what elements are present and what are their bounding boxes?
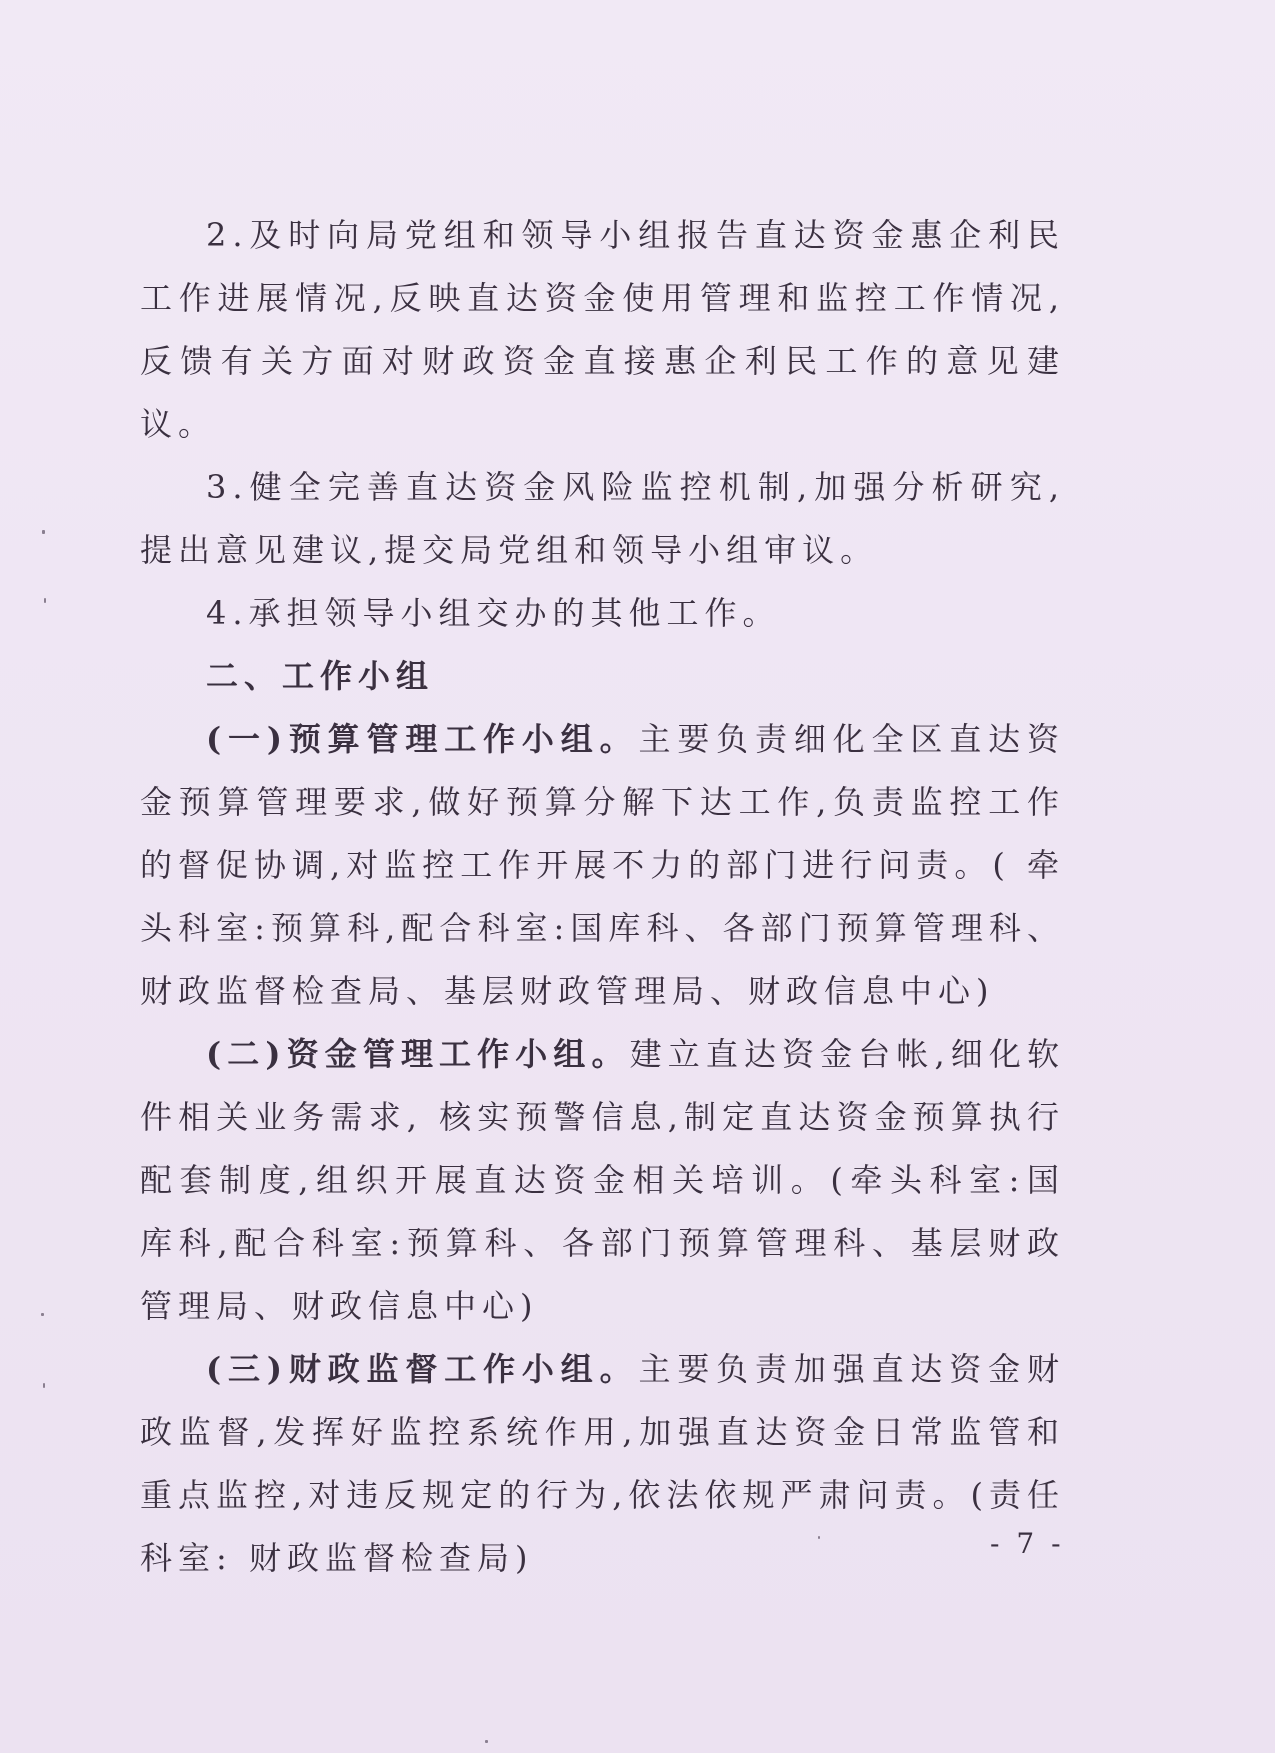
scan-speck [41, 1313, 44, 1316]
group-budget-body: 主要负责细化全区直达资金预算管理要求,做好预算分解下达工作,负责监控工作的督促协调,对监控工作开展不力的部门进行问责。( 牵头科室:预算科,配合科室:国库科、各部门预算管理科、财政监督检查局、基层财政管理局、财政信息中心) [140, 720, 1065, 1010]
paragraph-item-4: 4.承担领导小组交办的其他工作。 [206, 594, 781, 632]
group-funds-title: (二)资金管理工作小组。 [206, 1035, 630, 1073]
group-budget-paragraph [140, 708, 1065, 1023]
group-supervision-body: 主要负责加强直达资金财政监督,发挥好监控系统作用,加强直达资金日常监管和重点监控,对违反规定的行为,依法依规严肃问责。(责任科室: 财政监督检查局) [140, 1350, 1065, 1577]
group-supervision-title: (三)财政监督工作小组。 [206, 1350, 639, 1388]
scan-speck [43, 1383, 45, 1388]
page-number: - 7 - [990, 1527, 1065, 1560]
paragraph-item-2: 2.及时向局党组和领导小组报告直达资金惠企利民工作进展情况,反映直达资金使用管理和监控工作情况,反馈有关方面对财政资金直接惠企利民工作的意见建议。 [140, 216, 1065, 443]
scan-speck [818, 1536, 820, 1539]
group-budget-title: (一)预算管理工作小组。 [206, 720, 639, 758]
scan-speck [485, 1740, 488, 1743]
paragraph-item-3: 3.健全完善直达资金风险监控机制,加强分析研究,提出意见建议,提交局党组和领导小组审议。 [140, 468, 1065, 569]
scan-speck [44, 598, 46, 603]
group-funds-paragraph [140, 1023, 1065, 1338]
scan-speck [42, 530, 45, 534]
section-heading: 二、工作小组 [206, 657, 435, 695]
document-body [140, 204, 1065, 1590]
group-supervision-paragraph [140, 1338, 1065, 1590]
group-funds-body: 建立直达资金台帐,细化软件相关业务需求, 核实预警信息,制定直达资金预算执行配套制度,组织开展直达资金相关培训。(牵头科室:国库科,配合科室:预算科、各部门预算管理科、基层财政管理局、财政信息中心) [140, 1035, 1065, 1325]
